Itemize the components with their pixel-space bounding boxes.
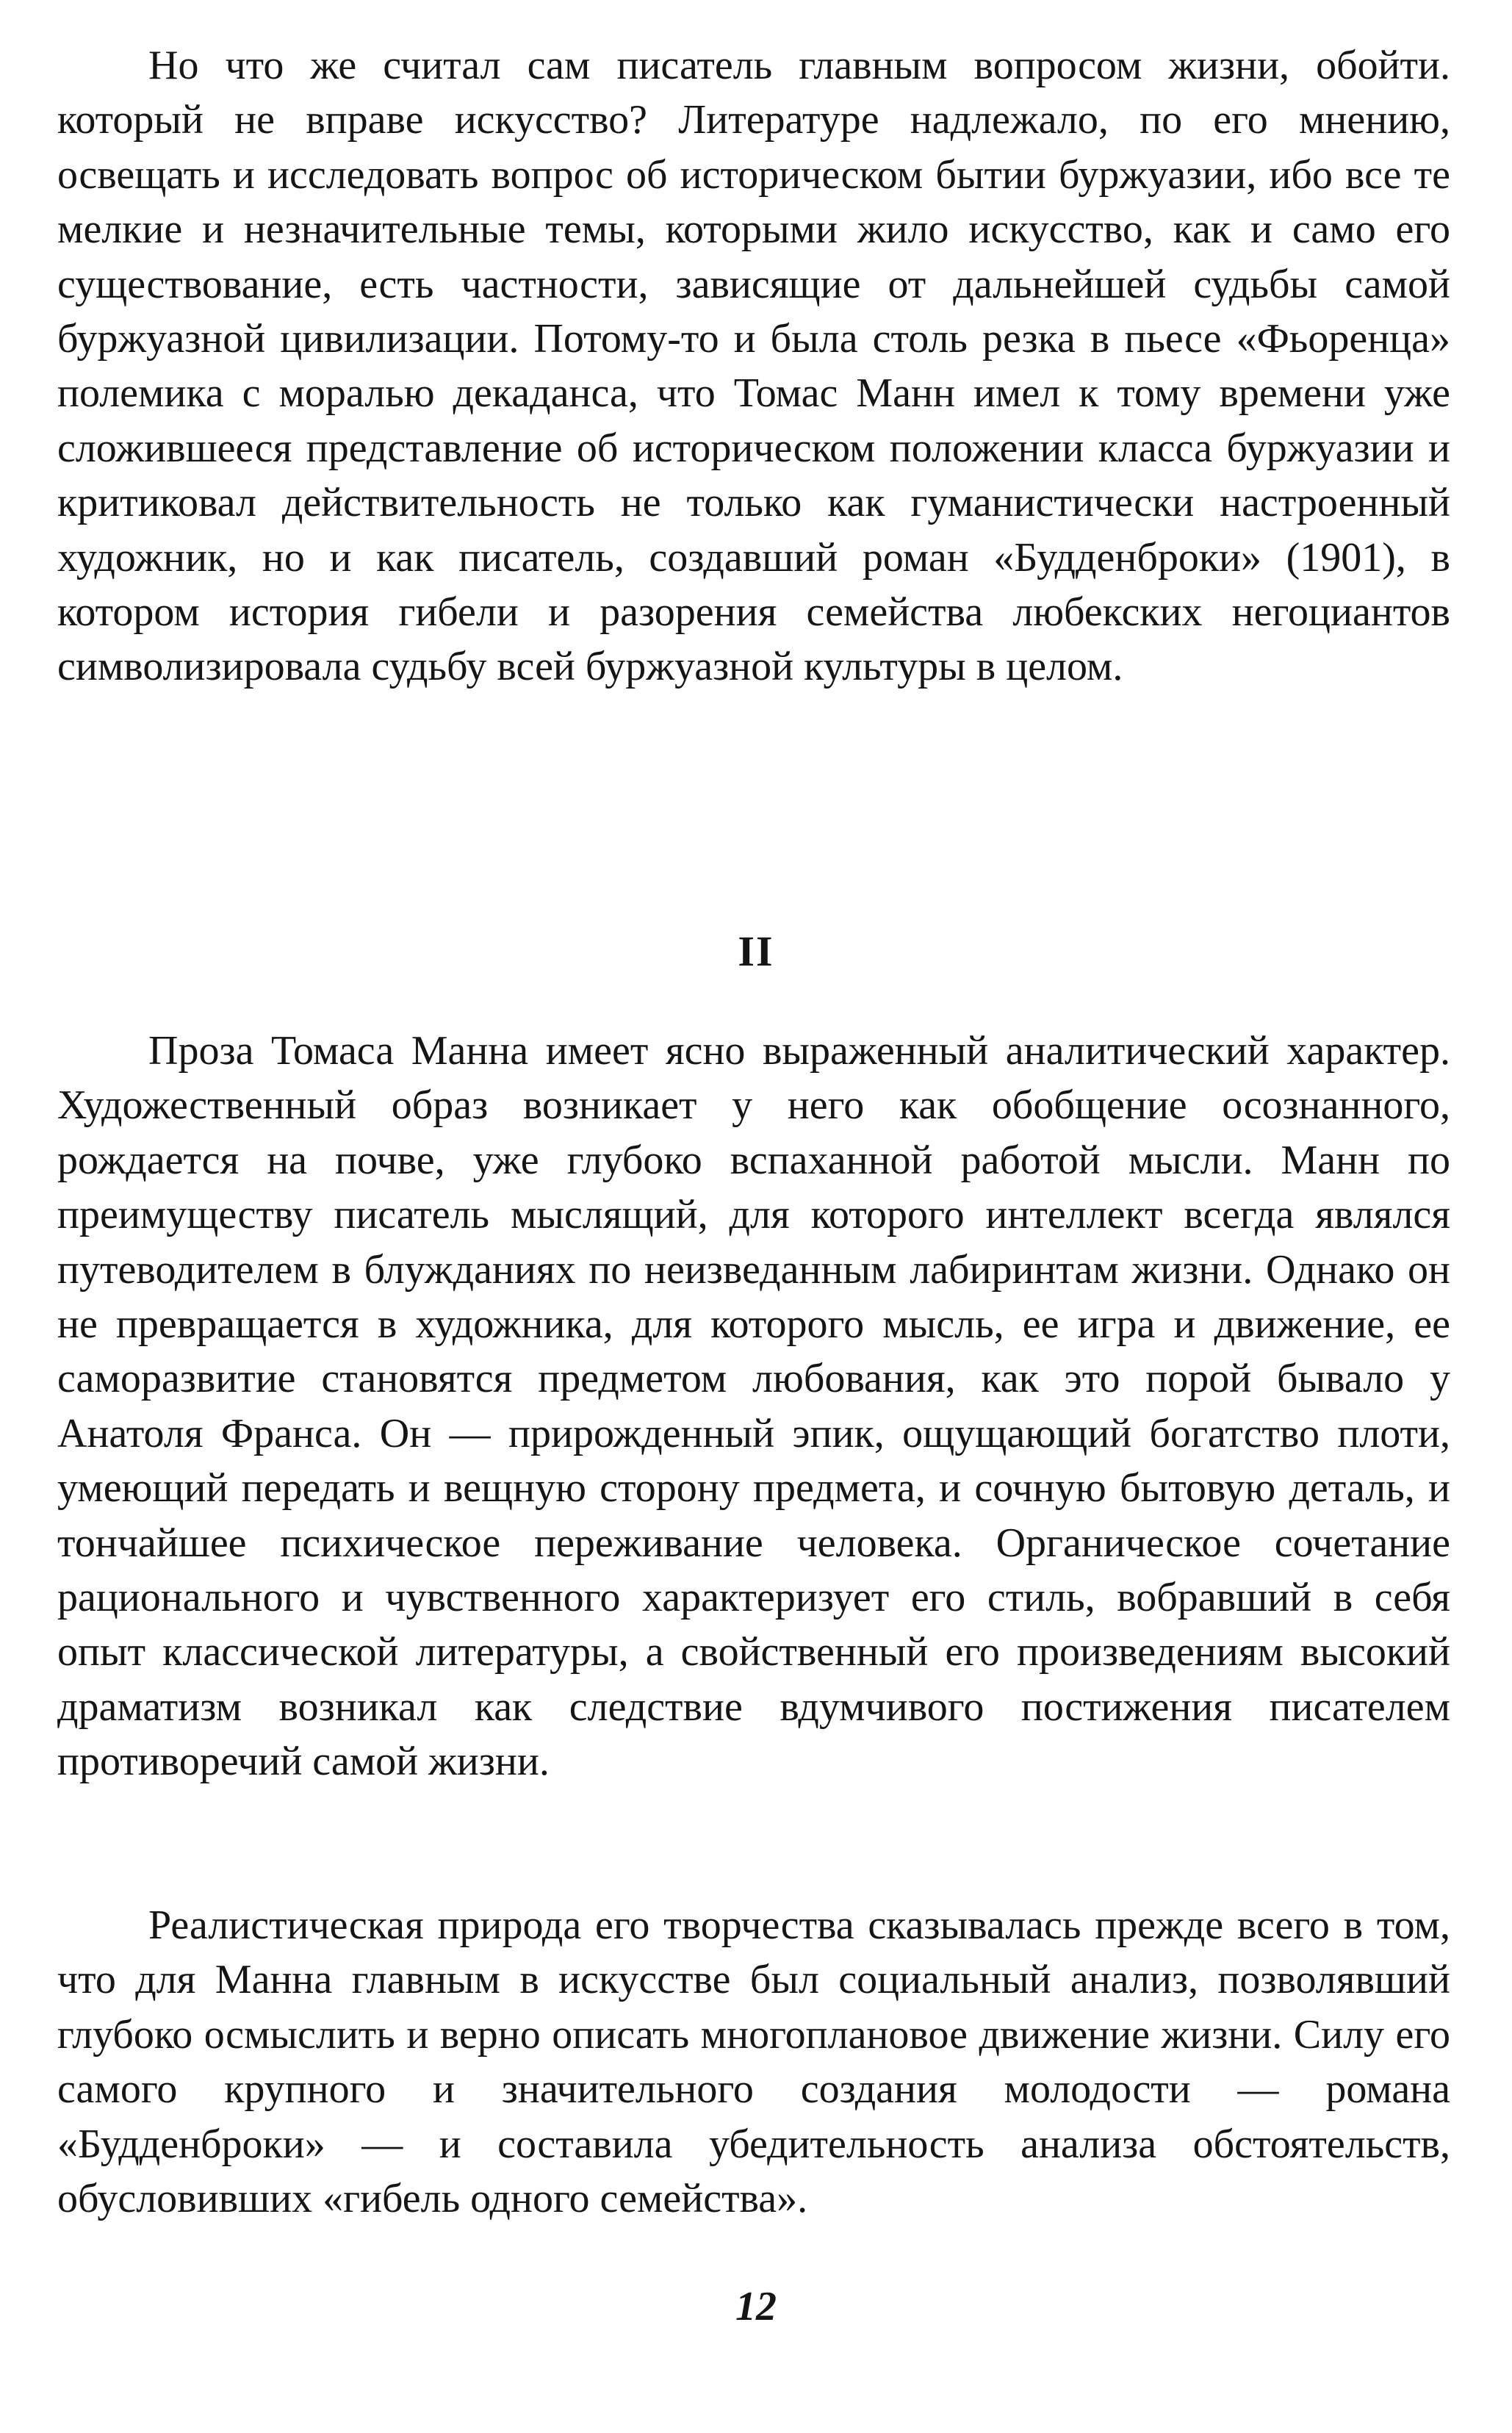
paragraph: Но что же считал сам писатель главным вопросом жизни, обойти. который не вправе искусство? Литературе надлежало, по его мнению, освещать и исследовать вопрос об историческом бытии буржуазии, ибо все те мелкие и незначительные темы, которыми жило искусство, как и само его существование, есть частности, зависящие от дальнейшей судьбы самой буржуазной цивилизации. Потому-то и была столь резка в пьесе «Фьоренца» полемика с моралью декаданса, что Томас Манн имел к тому времени уже сложившееся представление об историческом положении класса буржуазии и критиковал действительность не только как гуманистически настроенный художник, но и как писатель, создавший роман «Будденброки» (1901), в котором история гибели и разорения семейства любекских негоциантов символизировала судьбу всей буржуазной культуры в целом. — [57, 43, 1450, 690]
body-text-middle — [57, 1024, 1450, 1789]
paragraph: Реалистическая природа его творчества сказывалась прежде всего в том, что для Манна главным в искусстве был социальный анализ, позволявший глубоко осмыслить и верно описать многоплановое движение жизни. Силу его самого крупного и значительного создания молодости — романа «Будденброки» — и составила убедительность анализа обстоятельств, обусловивших «гибель одного семейства». — [57, 1902, 1450, 2222]
body-text-top — [57, 38, 1450, 694]
paragraph: Проза Томаса Манна имеет ясно выраженный аналитический характер. Художественный образ возникает у него как обобщение осознанного, рождается на почве, уже глубоко вспаханной работой мысли. Манн по преимуществу писатель мыслящий, для которого интеллект всегда являлся путеводителем в блужданиях по неизведанным лабиринтам жизни. Однако он не превращается в художника, для которого мысль, ее игра и движение, ее саморазвитие становятся предметом любования, как это порой бывало у Анатоля Франса. Он — прирожденный эпик, ощущающий богатство плоти, умеющий передать и вещную сторону предмета, и сочную бытовую деталь, и тончайшее психическое переживание человека. Органическое сочетание рационального и чувственного характеризует его стиль, вобравший в себя опыт классической литературы, а свойственный его произведениям высокий драматизм возникал как следствие вдумчивого постижения писателем противоречий самой жизни. — [57, 1028, 1450, 1785]
body-text-bottom — [57, 1898, 1450, 2226]
page-number: 12 — [735, 2284, 777, 2329]
section-heading: II — [738, 927, 774, 975]
